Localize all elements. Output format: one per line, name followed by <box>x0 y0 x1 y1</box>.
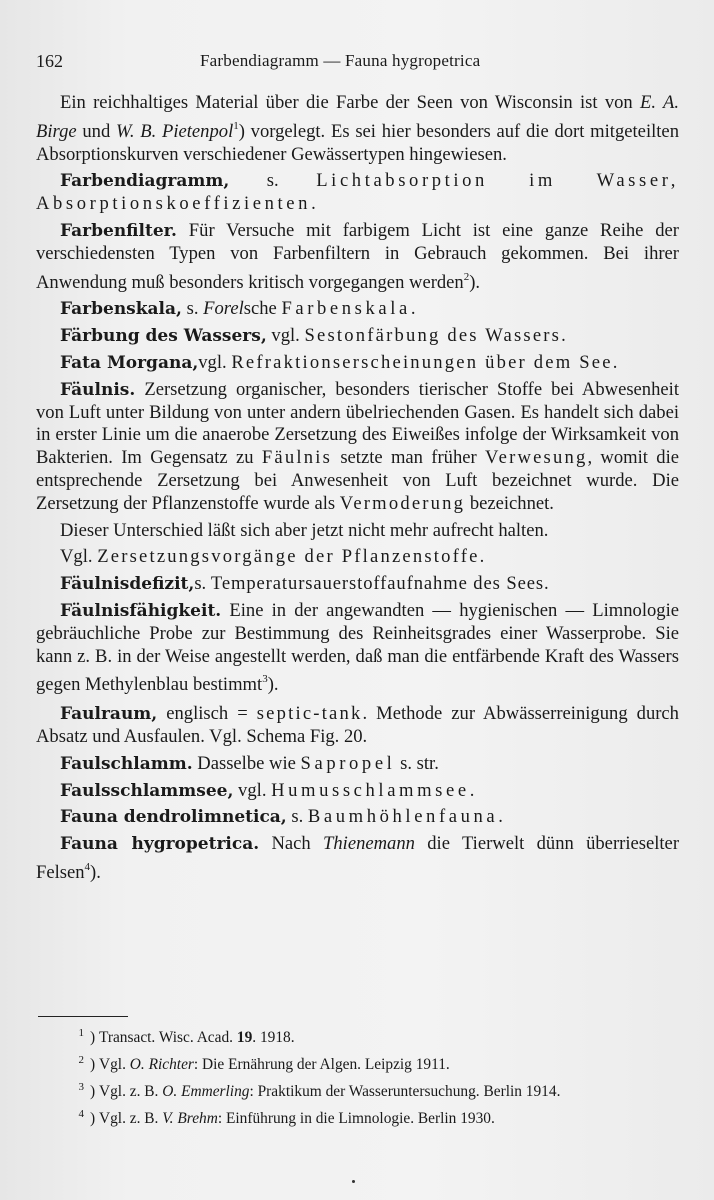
entry-faeulnisfaehigkeit: Fäulnisfähigkeit. Eine in der angewandten — hygienischen — Limnologie gebräuchliche Probe zur Bestimmung des Reinheitsgrades einer Wasserprobe. Sie kann z. B. in der Weise angestellt werden, daß man die entfärbende Kraft des Wassers gegen Methylenblau bestimmt$^3$). <box>36 599 679 696</box>
paragraph-dieser: Dieser Unterschied läßt sich aber jetzt nicht mehr aufrecht halten. <box>60 519 549 541</box>
entry-keyword: Faulschlamm. <box>60 753 193 774</box>
cross-reference: Lichtabsorption im Wasser, Absorptionskoeffizienten <box>36 170 680 215</box>
cross-reference: Sestonfärbung des Wassers <box>304 325 562 347</box>
footnote: 2 ) Vgl. O. Richter: Die Ernährung der Algen. Leipzig 1911. <box>70 1049 680 1076</box>
page-body <box>36 92 679 889</box>
entry-farbenfilter: Farbenfilter. Für Versuche mit farbigem Licht ist eine ganze Reihe der verschiedensten Typen von Farbenfiltern in Gebrauch gekommen. Bei ihrer Anwendung muß besonders kritisch vorgegangen werden$^2$). <box>36 219 679 293</box>
entry-keyword: Farbenskala, <box>60 299 182 320</box>
footnote-ref: 2 <box>463 270 470 283</box>
footnote-ref: 3 <box>262 673 268 686</box>
cross-reference: Refraktionserscheinungen über dem See <box>231 351 613 373</box>
entry-faeulnisdefizit: Fäulnisdefizit,s. Temperatursauerstoffaufnahme des Sees. <box>60 573 549 595</box>
author-name: W. B. Pietenpol <box>116 120 234 142</box>
footnote-number: 4 <box>78 1108 84 1120</box>
entry-keyword: Färbung des Wassers, <box>60 326 267 347</box>
author-name: Thienemann <box>323 833 415 855</box>
entry-faeulnis: Fäulnis. Zersetzung organischer, besonders tierischer Stoffe bei Abwesenheit von Luft unter Bildung von unter andern übelriechenden Gasen. Es handelt sich dabei in erster Linie um die anaerobe Zersetzung des Eiweißes infolge der Wirksamkeit von Bakterien. Im Gegensatz zu Fäulnis setzte man früher Verwesung, womit die entsprechende Zersetzung bei Anwesenheit von Luft bezeichnet wurde. Die Zersetzung der Pflanzenstoffe wurde als Vermoderung bezeichnet. <box>36 378 679 514</box>
spaced-term: septic-tank <box>256 703 363 725</box>
cross-reference: Baumhöhlenfauna <box>307 806 499 828</box>
cross-reference: Zersetzungsvorgänge der Pflanzenstoffe <box>97 546 480 568</box>
footnote-number: 1 <box>78 1027 84 1039</box>
footnote-number: 3 <box>78 1081 84 1093</box>
spaced-term: Verwesung <box>485 447 588 469</box>
footnotes <box>70 1022 680 1130</box>
paragraph-birge: Ein reichhaltiges Material über die Farbe der Seen von Wisconsin ist von E. A. Birge und W. B. Pietenpol$^1$) vorgelegt. Es sei hier besonders auf die dort mitgeteilten Absorptionskurven verschiedener Gewässertypen hingewiesen. <box>36 92 679 165</box>
entry-keyword: Fauna hygropetrica. <box>60 834 260 855</box>
footnote: 4 ) Vgl. z. B. V. Brehm: Einführung in die Limnologie. Berlin 1930. <box>70 1103 680 1130</box>
entry-fauna-hygropetrica: Fauna hygropetrica. Nach Thienemann die Tierwelt dünn überrieselter Felsen$^4$). <box>36 833 680 883</box>
entry-faulschlammsee: Faulsschlammsee, vgl. Humusschlammsee. <box>60 779 475 801</box>
entry-farbenskala: Farbenskala, s. Forelsche Farbenskala. <box>60 298 416 320</box>
entry-keyword: Fäulnis. <box>60 379 136 400</box>
entry-faulschlamm: Faulschlamm. Dasselbe wie Sapropel s. str. <box>60 752 439 774</box>
entry-farbendiagramm: Farbendiagramm, s. Lichtabsorption im Wasser, Absorptionskoeffizienten. <box>36 170 680 215</box>
paragraph-vgl: Vgl. Zersetzungsvorgänge der Pflanzenstoffe. <box>60 546 485 568</box>
entry-faulraum: Faulraum, englisch = septic-tank. Methode zur Abwässerreinigung durch Absatz und Ausfaulen. Vgl. Schema Fig. 20. <box>36 703 679 747</box>
entry-keyword: Faulraum, <box>60 704 158 725</box>
entry-faerbung: Färbung des Wassers, vgl. Sestonfärbung des Wassers. <box>60 325 566 347</box>
entry-keyword: Farbendiagramm, <box>60 171 230 192</box>
printing-mark <box>352 1180 355 1183</box>
author-name: E. A. Birge <box>36 92 679 142</box>
entry-keyword: Fäulnisfähigkeit. <box>60 600 222 621</box>
cross-reference: Sapropel <box>300 752 396 774</box>
page-number: 162 <box>36 51 63 71</box>
entry-keyword: Faulsschlammsee, <box>60 780 234 801</box>
running-head: Farbendiagramm — Fauna hygropetrica <box>200 51 481 70</box>
cross-reference: Temperatursauerstoffaufnahme des Sees <box>210 573 545 595</box>
author-name: Forel <box>203 298 244 320</box>
entry-keyword: Fata Morgana, <box>60 352 199 373</box>
footnote-divider <box>38 1016 128 1017</box>
entry-fauna-dendrolimnetica: Fauna dendrolimnetica, s. Baumhöhlenfauna. <box>60 806 503 828</box>
cross-reference: Humusschlammsee <box>271 779 470 801</box>
footnote: 3 ) Vgl. z. B. O. Emmerling: Praktikum der Wasseruntersuchung. Berlin 1914. <box>70 1076 680 1103</box>
entry-keyword: Fäulnisdefizit, <box>60 574 195 595</box>
footnote: 1 ) Transact. Wisc. Acad. 19. 1918. <box>70 1022 680 1049</box>
footnote-ref: 4 <box>84 860 91 873</box>
entry-keyword: Fauna dendrolimnetica, <box>60 807 287 828</box>
entry-fata-morgana: Fata Morgana,vgl. Refraktionserscheinungen über dem See. <box>60 351 618 373</box>
footnote-ref: 1 <box>233 119 239 132</box>
entry-keyword: Farbenfilter. <box>60 220 177 241</box>
spaced-term: Vermoderung <box>339 492 466 514</box>
spaced-term: Fäulnis <box>261 447 332 469</box>
footnote-number: 2 <box>78 1054 84 1066</box>
cross-reference: Farbenskala <box>281 298 411 320</box>
